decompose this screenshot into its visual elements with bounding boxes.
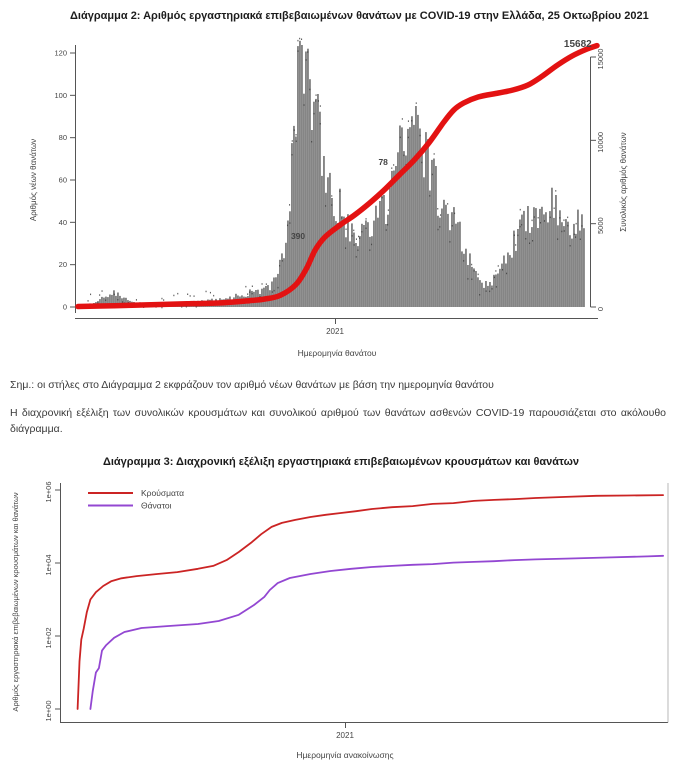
svg-text:15000: 15000 [596,48,605,70]
chart2-note: Σημ.: οι στήλες στο Διάγραμμα 2 εκφράζουν τον αριθμό νέων θανάτων με βάση την ημερομηνία θανάτου [10,379,494,391]
chart2-x-axis-label: Ημερομηνία θανάτου [297,348,377,358]
svg-text:80: 80 [58,133,67,143]
legend-label-deaths: Θάνατοι [141,500,172,511]
svg-text:78: 78 [378,157,388,167]
chart3-x-axis-label: Ημερομηνία ανακοίνωσης [296,750,394,760]
svg-text:1e+00: 1e+00 [44,700,53,722]
svg-text:100: 100 [54,90,67,100]
chart3-y-axis-label: Αριθμός εργαστηριακά επιβεβαιωμένων κρουσμάτων και θανάτων [11,492,20,712]
svg-text:120: 120 [54,48,67,58]
svg-text:1e+02: 1e+02 [44,627,53,649]
svg-text:20: 20 [58,260,67,270]
chart3-title: Διάγραμμα 3: Διαχρονική εξέλιξη εργαστηριακά επιβεβαιωμένων κρουσμάτων και θανάτων [102,456,580,468]
intro-paragraph: Η διαχρονική εξέλιξη των συνολικών κρουσμάτων και συνολικού αριθμού των θανάτων ασθενών COVID-19 παρουσιάζεται στο ακόλουθο διάγραμμα. [10,407,666,436]
chart2-final-total-label: 15682 [563,39,592,50]
svg-text:390: 390 [290,231,306,241]
chart2-right-axis-label: Συνολικός αριθμός θανάτων [619,132,628,232]
svg-text:40: 40 [58,217,67,227]
svg-text:10000: 10000 [596,131,605,153]
chart2-x-tick-label: 2021 [326,327,344,336]
svg-text:1e+06: 1e+06 [44,481,53,503]
chart2-title: Διάγραμμα 2: Αριθμός εργαστηριακά επιβεβαιωμένων θανάτων με COVID-19 στην Ελλάδα, 25 Οκτωβρίου 2021 [70,10,649,22]
chart3-axes [55,483,668,728]
chart3-y-tick-labels [44,481,53,721]
chart2-right-tick-labels [596,49,605,312]
legend-label-cases: Κρούσματα [141,488,185,498]
chart3-figure [0,460,682,773]
chart3-line-deaths [90,556,663,709]
chart2-left-tick-labels [54,49,67,312]
chart3-x-tick-label: 2021 [336,731,354,740]
chart2-left-axis-label: Αριθμός νέων θανάτων [29,138,38,222]
svg-text:0: 0 [596,306,605,312]
svg-text:1e+04: 1e+04 [44,554,53,576]
svg-text:5000: 5000 [596,217,605,235]
chart2-figure [0,0,682,368]
svg-text:0: 0 [62,302,67,312]
chart3-line-cases [78,495,664,709]
chart3-legend [88,488,184,511]
chart2-bars [85,41,585,307]
svg-text:60: 60 [58,175,67,185]
